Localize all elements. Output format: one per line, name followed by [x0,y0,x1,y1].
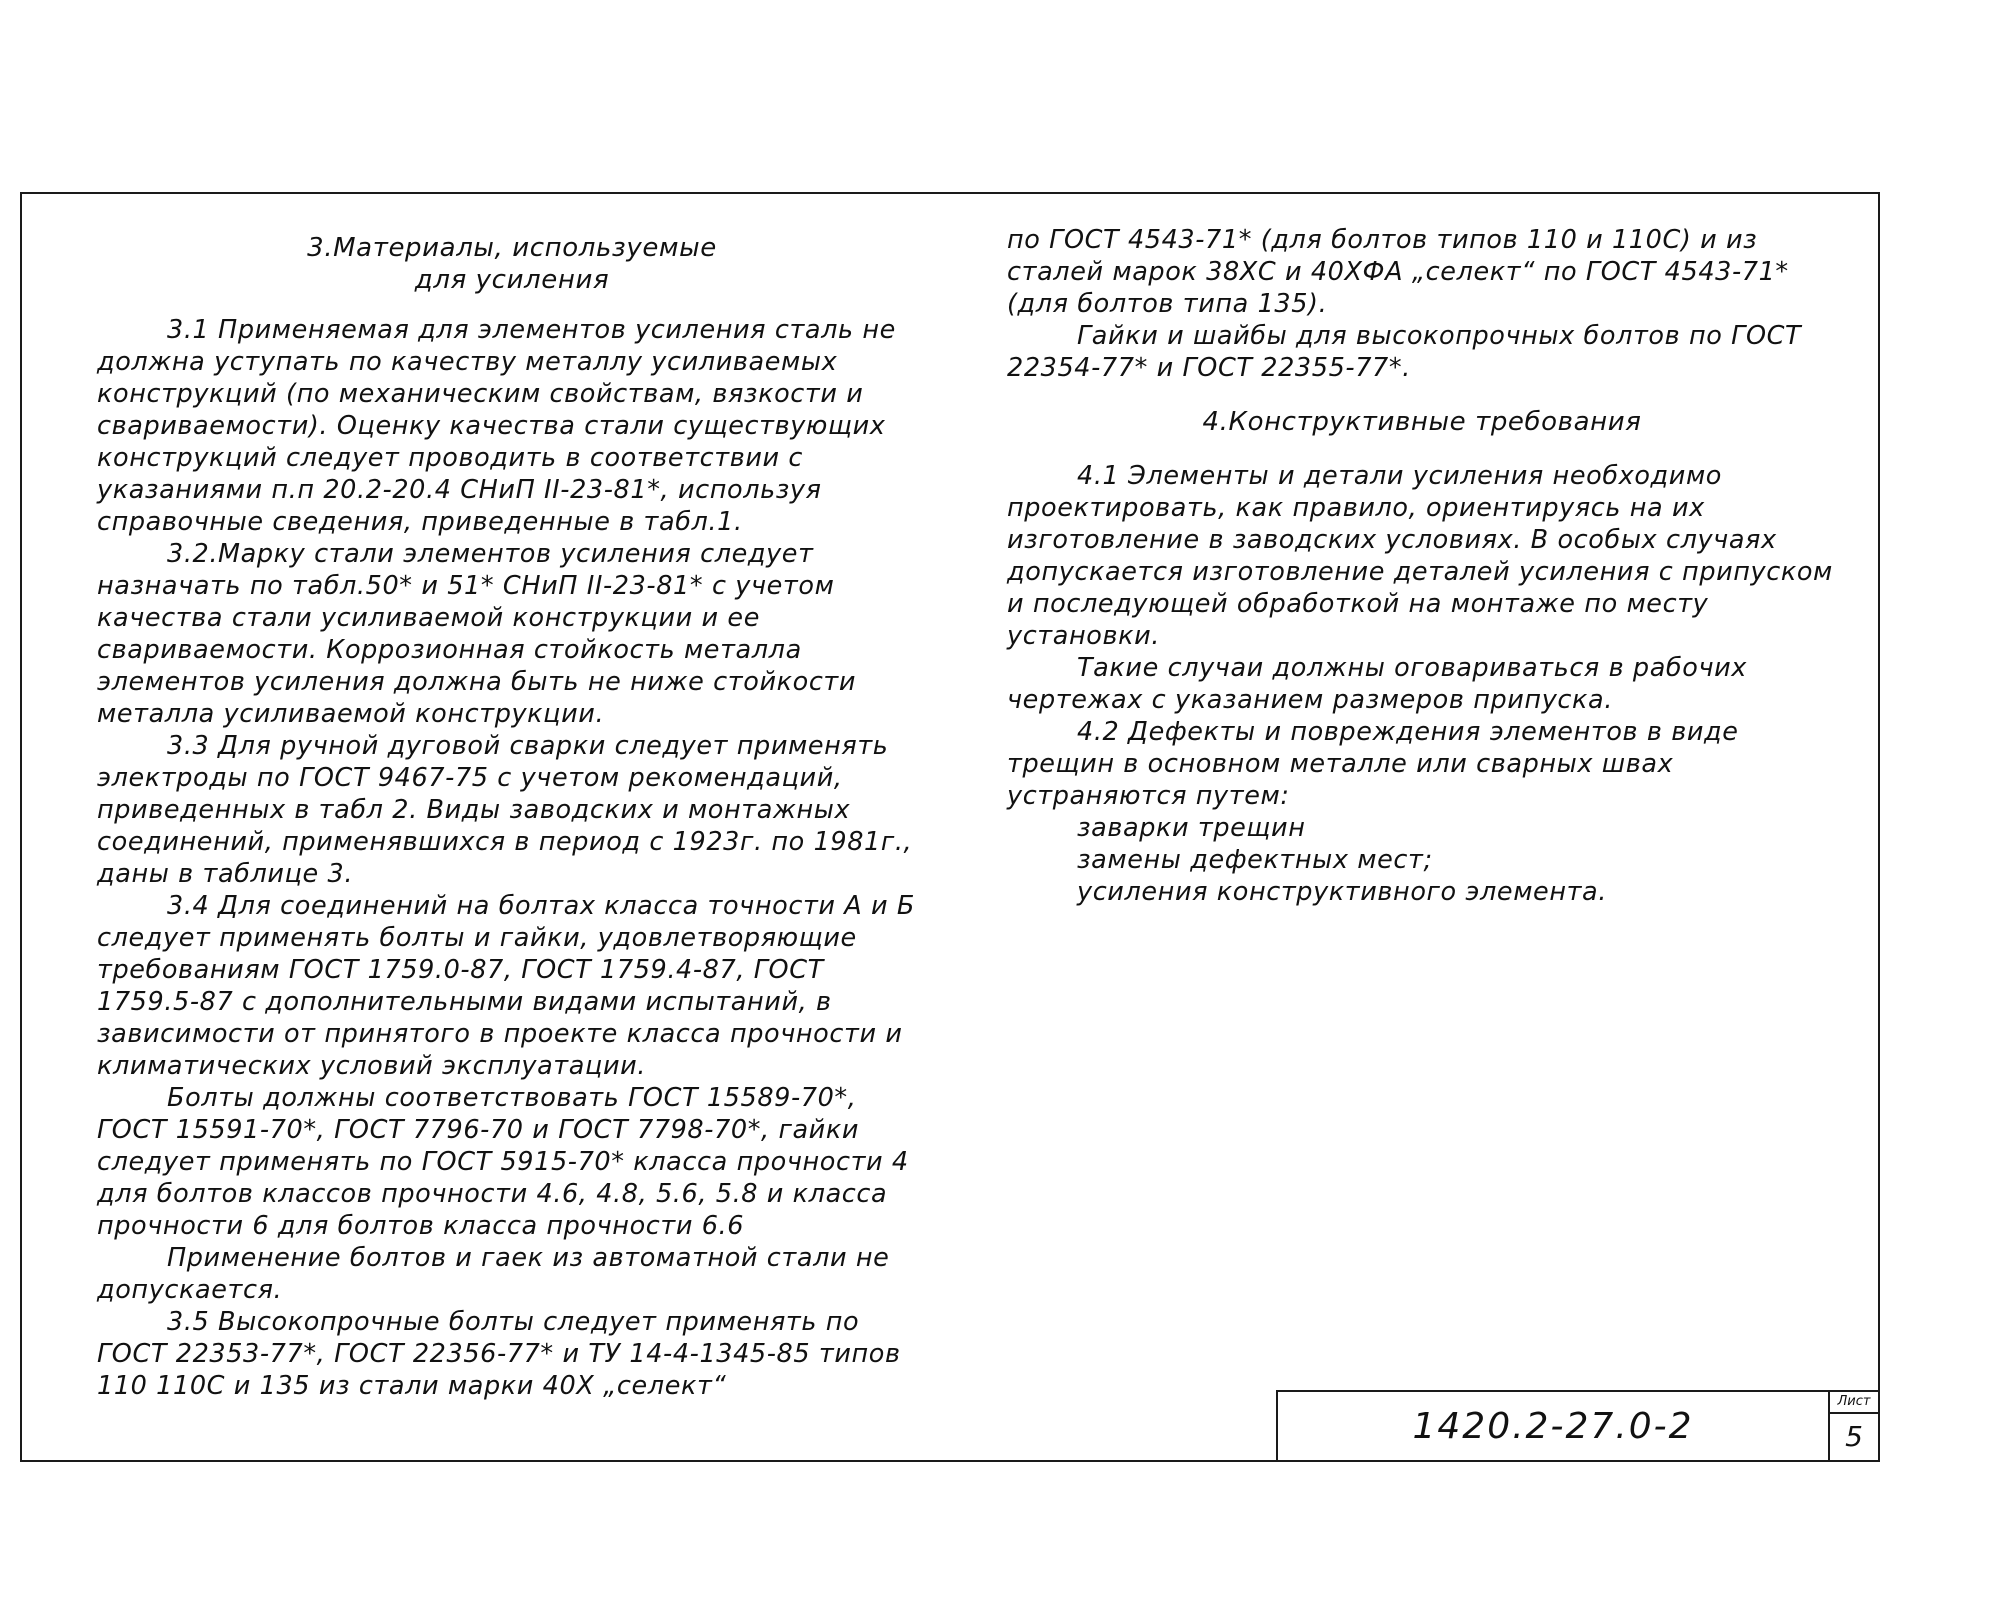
paragraph-3-5-continuation: по ГОСТ 4543-71* (для болтов типов 110 и 110С) и из сталей марок 38ХС и 40ХФА „селект“ по ГОСТ 4543-71* (для болтов типа 135). [1007,225,1798,319]
paragraph-4-1-note: Такие случаи должны оговариваться в рабочих чертежах с указанием размеров припуска. [1007,653,1756,715]
section-4-heading: 4.Конструктивные требования [1202,407,1642,437]
section-3-heading-line1: 3.Материалы, используемые [307,233,717,263]
list-item: заварки трещин [1077,813,1306,843]
sheet-number-cell [1828,1392,1878,1460]
list-item: замены дефектных мест; [1077,845,1433,875]
paragraph-4-1: 4.1 Элементы и детали усиления необходимо проектировать, как правило, ориентируясь на их изготовление в заводских условиях. В особых случаях допускается изготовление деталей усиления с припуском и последующей обработкой на монтаже по месту установки. [1007,461,1842,651]
paragraph-4-2: 4.2 Дефекты и повреждения элементов в виде трещин в основном металле или сварных швах устраняются путем: [1007,717,1748,811]
title-block [1276,1390,1880,1462]
drawing-sheet [20,192,1880,1462]
paragraph-3-5: 3.5 Высокопрочные болты следует применять по ГОСТ 22353-77*, ГОСТ 22356-77* и ТУ 14-4-1345-85 типов 110 110С и 135 из стали марки 40Х „селект“ [97,1307,910,1401]
section-3-heading-line2: для усиления [414,265,610,295]
paragraph-3-1: 3.1 Применяемая для элементов усиления сталь не должна уступать по качеству металлу усиливаемых конструкций (по механическим свойствам, вязкости и свариваемости). Оценку качества стали существующих конструкций следует проводить в соответствии с указаниями п.п 20.2-20.4 СНиП II-23-81*, используя справочные сведения, приведенные в табл.1. [97,315,905,537]
document-code: 1420.2-27.0-2 [1412,1405,1694,1447]
sheet-number: 5 [1845,1420,1863,1453]
paragraph-3-2: 3.2.Марку стали элементов усиления следует назначать по табл.50* и 51* СНиП II-23-81* с учетом качества стали усиливаемой конструкции и ее свариваемости. Коррозионная стойкость металла элементов усиления должна быть не ниже стойкости металла усиливаемой конструкции. [97,539,865,729]
paragraph-3-3: 3.3 Для ручной дуговой сварки следует применять электроды по ГОСТ 9467-75 с учетом рекомендаций, приведенных в табл 2. Виды заводских и монтажных соединений, применявшихся в период с 1923г. по 1981г., даны в таблице 3. [97,731,921,889]
sheet-label: Лист [1830,1392,1878,1414]
left-column [97,232,927,1402]
list-item: усиления конструктивного элемента. [1077,877,1607,907]
paragraph-automatic-steel: Применение болтов и гаек из автоматной стали не допускается. [97,1243,899,1305]
paragraph-bolts: Болты должны соответствовать ГОСТ 15589-70*, ГОСТ 15591-70*, ГОСТ 7796-70 и ГОСТ 7798-70*, гайки следует применять по ГОСТ 5915-70* класса прочности 4 для болтов классов прочности 4.6, 4.8, 5.6, 5.8 и класса прочности 6 для болтов класса прочности 6.6 [97,1083,918,1241]
paragraph-nuts-washers: Гайки и шайбы для высокопрочных болтов по ГОСТ 22354-77* и ГОСТ 22355-77*. [1007,321,1810,383]
right-column [1007,224,1842,908]
paragraph-3-4: 3.4 Для соединений на болтах класса точности А и Б следует применять болты и гайки, удовлетворяющие требованиям ГОСТ 1759.0-87, ГОСТ 1759.4-87, ГОСТ 1759.5-87 с дополнительными видами испытаний, в зависимости от принятого в проекте класса прочности и климатических условий эксплуатации. [97,891,924,1081]
